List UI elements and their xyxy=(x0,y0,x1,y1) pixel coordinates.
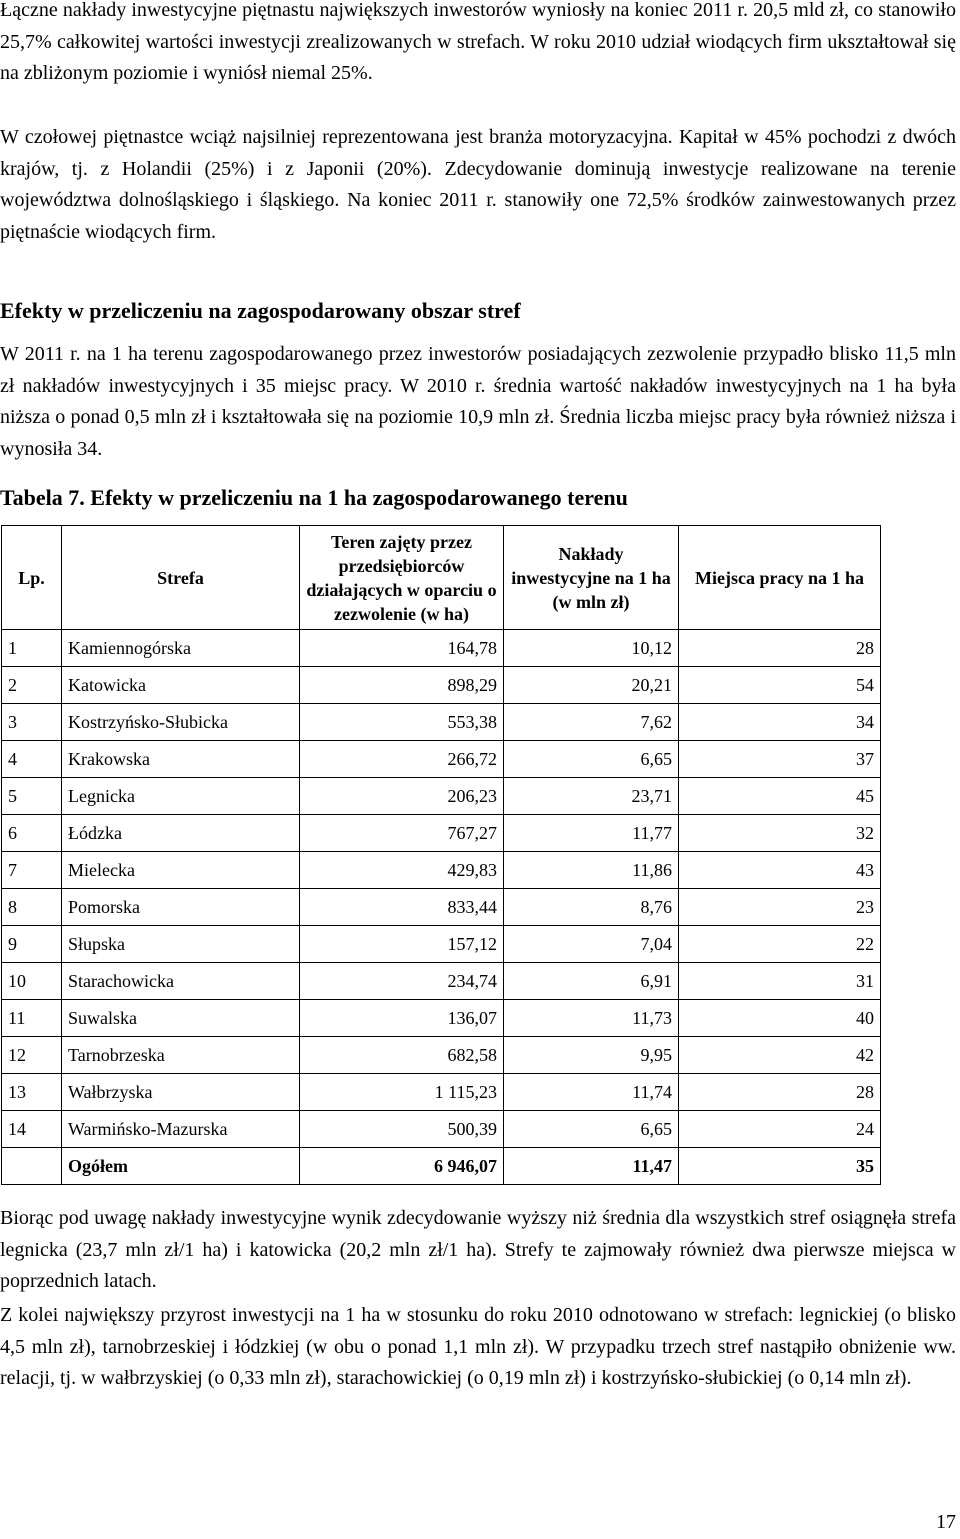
cell-lp: 4 xyxy=(2,741,62,778)
intro-paragraph-1: Łączne nakłady inwestycyjne piętnastu największych inwestorów wyniosły na koniec 2011 r. 20,5 mld zł, co stanowiło 25,7% całkowitej wartości inwestycji zrealizowanych w strefach. W roku 2010 udział wiodących firm ukształtował się na zbliżonym poziomie i wyniósł niemal 25%. xyxy=(0,0,956,85)
cell-jobs: 23 xyxy=(679,889,881,926)
cell-investment: 23,71 xyxy=(504,778,679,815)
cell-area: 553,38 xyxy=(300,704,504,741)
cell-lp: 10 xyxy=(2,963,62,1000)
cell-zone: Legnicka xyxy=(62,778,300,815)
cell-area: 767,27 xyxy=(300,815,504,852)
cell-zone: Tarnobrzeska xyxy=(62,1037,300,1074)
table-row xyxy=(2,963,881,1000)
cell-investment: 6,65 xyxy=(504,1111,679,1148)
table-body xyxy=(2,630,881,1185)
cell-jobs: 35 xyxy=(679,1148,881,1185)
cell-investment: 7,62 xyxy=(504,704,679,741)
cell-area: 234,74 xyxy=(300,963,504,1000)
cell-area: 1 115,23 xyxy=(300,1074,504,1111)
cell-area: 898,29 xyxy=(300,667,504,704)
table-row xyxy=(2,704,881,741)
cell-lp: 6 xyxy=(2,815,62,852)
cell-area: 833,44 xyxy=(300,889,504,926)
cell-area: 157,12 xyxy=(300,926,504,963)
cell-zone: Łódzka xyxy=(62,815,300,852)
cell-zone: Suwalska xyxy=(62,1000,300,1037)
outro-paragraph-2: Z kolei największy przyrost inwestycji na 1 ha w stosunku do roku 2010 odnotowano w strefach: legnickiej (o blisko 4,5 mln zł), tarnobrzeskiej i łódzkiej (w obu o ponad 1,1 mln zł). W przypadku trzech stref nastąpiło obniżenie ww. relacji, tj. w wałbrzyskiej (o 0,33 mln zł), starachowickiej (o 0,19 mln zł) i kostrzyńsko-słubickiej (o 0,14 mln zł). xyxy=(0,1304,956,1390)
cell-zone: Wałbrzyska xyxy=(62,1074,300,1111)
intro-paragraph-2: W czołowej piętnastce wciąż najsilniej reprezentowana jest branża motoryzacyjna. Kapitał w 45% pochodzi z dwóch krajów, tj. z Holandii (25%) i z Japonii (20%). Zdecydowanie dominują inwestycje realizowane na terenie województwa dolnośląskiego i śląskiego. Na koniec 2011 r. stanowiły one 72,5% środków zainwestowanych przez piętnaście wiodących firm. xyxy=(0,126,956,244)
cell-lp: 12 xyxy=(2,1037,62,1074)
cell-jobs: 42 xyxy=(679,1037,881,1074)
cell-zone: Pomorska xyxy=(62,889,300,926)
table-header-row xyxy=(2,526,881,630)
cell-investment: 6,91 xyxy=(504,963,679,1000)
cell-area: 164,78 xyxy=(300,630,504,667)
cell-lp xyxy=(2,1148,62,1185)
cell-investment: 10,12 xyxy=(504,630,679,667)
cell-jobs: 45 xyxy=(679,778,881,815)
table-row xyxy=(2,1074,881,1111)
cell-lp: 14 xyxy=(2,1111,62,1148)
page-number: 17 xyxy=(936,1511,956,1533)
cell-investment: 11,73 xyxy=(504,1000,679,1037)
cell-investment: 7,04 xyxy=(504,926,679,963)
cell-jobs: 31 xyxy=(679,963,881,1000)
effects-table xyxy=(1,525,881,1185)
table-row xyxy=(2,778,881,815)
cell-lp: 1 xyxy=(2,630,62,667)
table-row xyxy=(2,852,881,889)
cell-investment: 11,74 xyxy=(504,1074,679,1111)
cell-jobs: 28 xyxy=(679,1074,881,1111)
cell-jobs: 43 xyxy=(679,852,881,889)
cell-area: 6 946,07 xyxy=(300,1148,504,1185)
table-row xyxy=(2,1037,881,1074)
cell-zone: Ogółem xyxy=(62,1148,300,1185)
cell-area: 206,23 xyxy=(300,778,504,815)
table-row xyxy=(2,1000,881,1037)
cell-zone: Krakowska xyxy=(62,741,300,778)
cell-zone: Warmińsko-Mazurska xyxy=(62,1111,300,1148)
table-row xyxy=(2,1111,881,1148)
cell-area: 266,72 xyxy=(300,741,504,778)
cell-jobs: 28 xyxy=(679,630,881,667)
cell-zone: Słupska xyxy=(62,926,300,963)
cell-jobs: 40 xyxy=(679,1000,881,1037)
cell-lp: 5 xyxy=(2,778,62,815)
cell-lp: 2 xyxy=(2,667,62,704)
table-total-row xyxy=(2,1148,881,1185)
cell-investment: 8,76 xyxy=(504,889,679,926)
cell-lp: 8 xyxy=(2,889,62,926)
header-investment: Nakłady inwestycyjne na 1 ha (w mln zł) xyxy=(504,526,679,630)
table-row xyxy=(2,815,881,852)
outro-paragraph-1: Biorąc pod uwagę nakłady inwestycyjne wynik zdecydowanie wyższy niż średnia dla wszystkich stref osiągnęła strefa legnicka (23,7 mln zł/1 ha) i katowicka (20,2 mln zł/1 ha). Strefy te zajmowały również dwa pierwsze miejsca w poprzednich latach. xyxy=(0,1207,956,1293)
cell-area: 136,07 xyxy=(300,1000,504,1037)
table-row xyxy=(2,926,881,963)
cell-zone: Mielecka xyxy=(62,852,300,889)
cell-lp: 7 xyxy=(2,852,62,889)
cell-investment: 9,95 xyxy=(504,1037,679,1074)
cell-zone: Katowicka xyxy=(62,667,300,704)
cell-area: 682,58 xyxy=(300,1037,504,1074)
header-zone: Strefa xyxy=(62,526,300,630)
table-caption: Tabela 7. Efekty w przeliczeniu na 1 ha zagospodarowanego terenu xyxy=(0,485,628,510)
cell-lp: 3 xyxy=(2,704,62,741)
table-row xyxy=(2,889,881,926)
table-row xyxy=(2,630,881,667)
cell-area: 500,39 xyxy=(300,1111,504,1148)
cell-lp: 13 xyxy=(2,1074,62,1111)
cell-investment: 11,47 xyxy=(504,1148,679,1185)
section-heading: Efekty w przeliczeniu na zagospodarowany obszar stref xyxy=(0,298,521,323)
table-row xyxy=(2,741,881,778)
cell-investment: 6,65 xyxy=(504,741,679,778)
cell-jobs: 34 xyxy=(679,704,881,741)
cell-jobs: 54 xyxy=(679,667,881,704)
cell-lp: 11 xyxy=(2,1000,62,1037)
table-row xyxy=(2,667,881,704)
cell-zone: Kamiennogórska xyxy=(62,630,300,667)
cell-jobs: 37 xyxy=(679,741,881,778)
cell-investment: 11,77 xyxy=(504,815,679,852)
header-lp: Lp. xyxy=(2,526,62,630)
cell-jobs: 22 xyxy=(679,926,881,963)
cell-jobs: 32 xyxy=(679,815,881,852)
cell-area: 429,83 xyxy=(300,852,504,889)
cell-investment: 20,21 xyxy=(504,667,679,704)
cell-investment: 11,86 xyxy=(504,852,679,889)
section-paragraph: W 2011 r. na 1 ha terenu zagospodarowanego przez inwestorów posiadających zezwolenie przypadło blisko 11,5 mln zł nakładów inwestycyjnych i 35 miejsc pracy. W 2010 r. średnia wartość nakładów inwestycyjnych na 1 ha była niższa o ponad 0,5 mln zł i kształtowała się na poziomie 10,9 mln zł. Średnia liczba miejsc pracy była również niższa i wynosiła 34. xyxy=(0,343,956,461)
header-area: Teren zajęty przez przedsiębiorców działających w oparciu o zezwolenie (w ha) xyxy=(300,526,504,630)
header-jobs: Miejsca pracy na 1 ha xyxy=(679,526,881,630)
cell-zone: Starachowicka xyxy=(62,963,300,1000)
cell-jobs: 24 xyxy=(679,1111,881,1148)
cell-zone: Kostrzyńsko-Słubicka xyxy=(62,704,300,741)
cell-lp: 9 xyxy=(2,926,62,963)
